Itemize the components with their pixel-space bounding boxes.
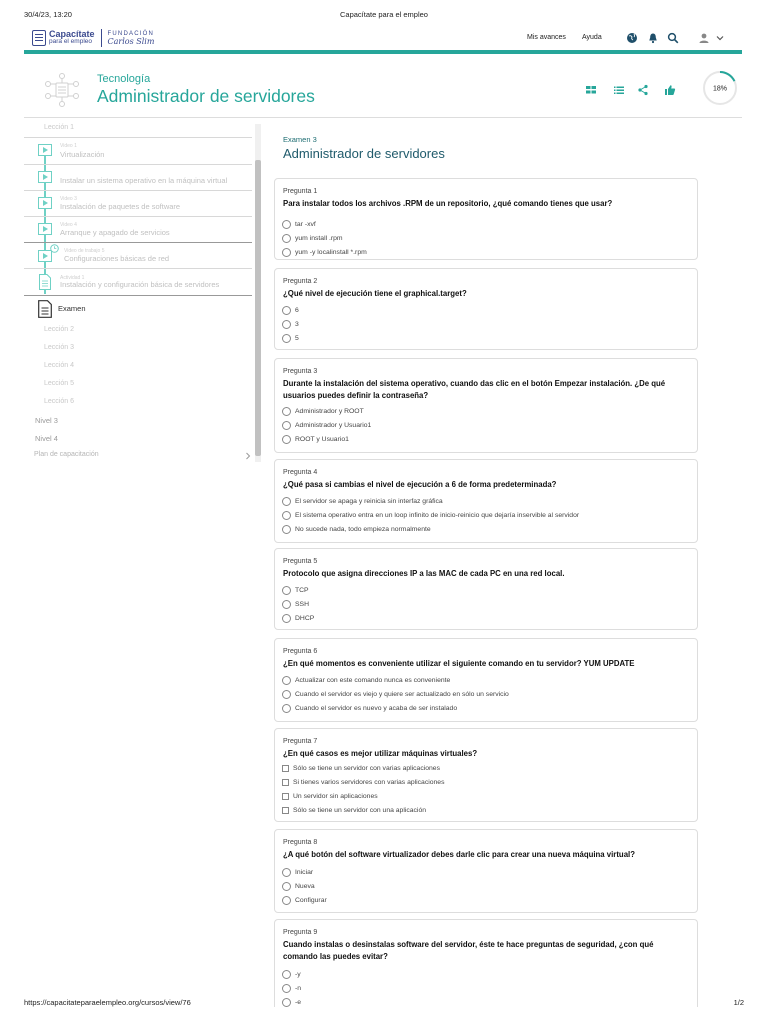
answer-option-label: -n [295,984,302,992]
foundation-label: FUNDACIÓN [107,30,154,37]
print-date: 30/4/23, 13:20 [24,10,72,19]
answer-option[interactable] [282,790,378,802]
sidebar-item-type: Video 3 [60,196,77,202]
answer-option-label: TCP [295,586,309,594]
answer-radio[interactable] [282,868,291,877]
answer-option-label: Un servidor sin aplicaciones [293,792,378,800]
sidebar-item-server-setup[interactable]: Instalación y configuración básica de servidores [60,280,220,289]
nav-my-progress[interactable]: Mis avances [527,34,566,41]
sidebar-lesson-2[interactable]: Lección 2 [44,326,74,333]
bell-icon[interactable] [647,32,659,44]
answer-option[interactable] [282,232,343,244]
answer-radio[interactable] [282,435,291,444]
question-card [274,358,698,453]
answer-checkbox[interactable] [282,779,289,786]
sidebar-item-exam[interactable]: Examen [58,304,86,313]
answer-option-label: No sucede nada, todo empieza normalmente [295,525,431,533]
video-icon [38,223,52,235]
question-text: Durante la instalación del sistema operativo, cuando das clic en el botón Empezar instalación. ¿De qué usuarios puedes definir la contraseña? [283,379,666,400]
answer-option[interactable] [282,419,371,431]
question-number: Pregunta 2 [283,278,318,285]
question-text: Para instalar todos los archivos .RPM de un repositorio, ¿qué comando tienes que usar? [283,199,613,208]
question-number: Pregunta 8 [283,839,318,846]
answer-radio[interactable] [282,306,291,315]
answer-option[interactable] [282,894,327,906]
sidebar-lesson-5[interactable]: Lección 5 [44,380,74,387]
question-card [274,548,698,630]
answer-option[interactable] [282,702,457,714]
print-url: https://capacitateparaelempleo.org/cursos/view/76 [24,998,191,1007]
answer-radio[interactable] [282,334,291,343]
site-logo[interactable] [32,29,154,47]
sidebar-lesson-6[interactable]: Lección 6 [44,398,74,405]
logo-title: Capacítate [49,29,95,40]
video-icon [38,171,52,183]
sidebar-item-type: Actividad 1 [60,275,85,281]
sidebar-item-software-packages[interactable]: Instalación de paquetes de software [60,202,181,211]
nav-help[interactable]: Ayuda [582,34,602,41]
answer-option[interactable] [282,495,443,507]
progress-percentage: 18% [712,85,728,93]
question-text: Cuando instalas o desinstalas software del servidor, éste te hace preguntas de seguridad, ¿con qué comando las puedes evitar? [283,940,654,961]
answer-option-label: Administrador y ROOT [295,407,364,415]
technology-category-icon [44,72,80,108]
answer-option-label: Si tienes varios servidores con varias aplicaciones [293,778,445,786]
answer-radio[interactable] [282,586,291,595]
answer-option[interactable] [282,523,431,535]
question-card [274,638,698,722]
answer-option-label: Cuando el servidor es viejo y quiere ser actualizado en sólo un servicio [295,690,509,698]
answer-option-label: El servidor se apaga y reinicia sin interfaz gráfica [295,497,443,505]
question-card [274,728,698,822]
sidebar-item-services[interactable]: Arranque y apagado de servicios [60,228,170,237]
logo-icon [32,30,46,46]
answer-radio[interactable] [282,970,291,979]
question-number: Pregunta 9 [283,929,318,936]
course-title: Administrador de servidores [97,86,315,106]
answer-option[interactable] [282,304,299,316]
question-number: Pregunta 4 [283,469,318,476]
list-view-icon[interactable] [613,84,625,96]
answer-radio[interactable] [282,704,291,713]
sidebar-scroll-thumb[interactable] [255,160,261,456]
answer-radio[interactable] [282,525,291,534]
answer-option-label: -y [295,970,301,978]
answer-option[interactable] [282,866,313,878]
answer-option-label: 5 [295,334,299,342]
course-header [24,64,742,118]
video-icon [38,144,52,156]
grid-view-icon[interactable] [585,84,597,96]
answer-radio[interactable] [282,690,291,699]
answer-radio[interactable] [282,234,291,243]
answer-option[interactable] [282,804,426,816]
print-header [24,10,744,22]
answer-option-label: 3 [295,320,299,328]
answer-option[interactable] [282,880,315,892]
answer-option-label: yum install .rpm [295,234,343,242]
answer-option[interactable] [282,405,364,417]
answer-checkbox[interactable] [282,793,289,800]
answer-option-label: Cuando el servidor es nuevo y acaba de ser instalado [295,704,458,712]
answer-option[interactable] [282,776,445,788]
answer-radio[interactable] [282,421,291,430]
answer-option[interactable] [282,332,299,344]
question-card [274,919,698,1007]
sidebar-scrollbar[interactable] [255,124,261,462]
sidebar-lesson-4[interactable]: Lección 4 [44,362,74,369]
answer-option[interactable] [282,968,301,980]
sidebar-lesson-1[interactable]: Lección 1 [44,124,74,131]
exam-label: Examen 3 [283,135,317,144]
thumbs-up-icon[interactable] [664,84,676,96]
answer-radio[interactable] [282,676,291,685]
sidebar-item-type: Video 4 [60,222,77,228]
answer-checkbox[interactable] [282,765,289,772]
top-navbar [24,26,742,54]
question-text: ¿En qué casos es mejor utilizar máquinas virtuales? [283,749,478,758]
sidebar-lesson-3[interactable]: Lección 3 [44,344,74,351]
question-number: Pregunta 6 [283,648,318,655]
sidebar-level-4[interactable]: Nivel 4 [35,434,58,443]
answer-option[interactable] [282,688,509,700]
answer-option[interactable] [282,612,314,624]
answer-option[interactable] [282,509,579,521]
question-text: ¿En qué momentos es conveniente utilizar el siguiente comando en tu servidor? YUM UPDATE [283,659,635,668]
answer-radio[interactable] [282,984,291,993]
answer-option-label: SSH [295,600,309,608]
question-card [274,459,698,543]
question-text: ¿Qué pasa si cambias el nivel de ejecución a 6 de forma predeterminada? [283,480,557,489]
answer-checkbox[interactable] [282,807,289,814]
answer-option-label: Nueva [295,882,315,890]
answer-radio[interactable] [282,407,291,416]
answer-option-label: 6 [295,306,299,314]
answer-radio[interactable] [282,600,291,609]
course-category: Tecnología [97,73,151,85]
question-text: ¿A qué botón del software virtualizador debes darle clic para crear una nueva máquina virtual? [283,850,635,859]
question-number: Pregunta 5 [283,558,318,565]
user-icon[interactable] [698,32,710,44]
answer-option[interactable] [282,598,309,610]
question-number: Pregunta 3 [283,368,318,375]
answer-option[interactable] [282,674,450,686]
answer-option[interactable] [282,584,309,596]
answer-option[interactable] [282,318,299,330]
answer-option[interactable] [282,762,440,774]
question-number: Pregunta 1 [283,188,318,195]
answer-option[interactable] [282,218,316,230]
question-text: Protocolo que asigna direcciones IP a las MAC de cada PC en una red local. [283,569,565,578]
answer-radio[interactable] [282,248,291,257]
answer-radio[interactable] [282,882,291,891]
question-card [274,829,698,913]
video-icon [38,197,52,209]
question-card [274,178,698,260]
print-title: Capacítate para el empleo [340,10,428,19]
question-number: Pregunta 7 [283,738,318,745]
answer-option-label: El sistema operativo entra en un loop infinito de inicio-reinicio que dejaría inservible al servidor [295,511,580,519]
course-sidebar [24,120,264,465]
question-text: ¿Qué nivel de ejecución tiene el graphical.target? [283,289,467,298]
answer-option-label: DHCP [295,614,315,622]
answer-option-label: Sólo se tiene un servidor con varias aplicaciones [293,764,440,772]
globe-icon[interactable] [626,32,638,44]
exam-title: Administrador de servidores [283,146,445,161]
answer-radio[interactable] [282,220,291,229]
share-icon[interactable] [637,84,649,96]
activity-document-icon [39,274,51,290]
search-icon[interactable] [667,32,679,44]
answer-option-label: Iniciar [295,868,314,876]
exam-document-icon [38,300,52,318]
answer-radio[interactable] [282,320,291,329]
course-progress-ring [702,70,738,106]
sidebar-item-virtualization[interactable]: Virtualización [60,150,105,159]
logo-subtitle: para el empleo [49,38,92,46]
answer-radio[interactable] [282,614,291,623]
answer-option-label: Configurar [295,896,327,904]
clock-icon [50,244,59,253]
answer-option-label: yum -y localinstall *.rpm [295,248,367,256]
answer-option[interactable] [282,246,367,258]
sidebar-level-3[interactable]: Nivel 3 [35,416,58,425]
sidebar-item-install-os[interactable]: Instalar un sistema operativo en la máquina virtual [60,176,228,185]
print-footer [24,998,744,1010]
answer-option-label: Sólo se tiene un servidor con una aplicación [293,806,427,814]
answer-radio[interactable] [282,497,291,506]
chevron-down-icon[interactable] [714,32,726,44]
answer-option-label: tar -xvf [295,220,316,228]
question-card [274,268,698,350]
answer-option-label: -e [295,998,302,1006]
answer-option[interactable] [282,433,349,445]
foundation-name: Carlos Slim [107,36,155,46]
chevron-right-icon[interactable] [245,452,251,460]
answer-option-label: ROOT y Usuario1 [295,435,349,443]
print-page-number: 1/2 [733,998,744,1007]
sidebar-item-type: Video 1 [60,143,77,149]
sidebar-training-plan[interactable]: Plan de capacitación [34,451,99,458]
answer-radio[interactable] [282,896,291,905]
sidebar-item-type: Video de trabajo 5 [64,248,105,254]
answer-radio[interactable] [282,511,291,520]
sidebar-item-network-config[interactable]: Configuraciones básicas de red [64,254,170,263]
answer-option[interactable] [282,982,301,994]
answer-option-label: Actualizar con este comando nunca es conveniente [295,676,451,684]
answer-option-label: Administrador y Usuario1 [295,421,372,429]
